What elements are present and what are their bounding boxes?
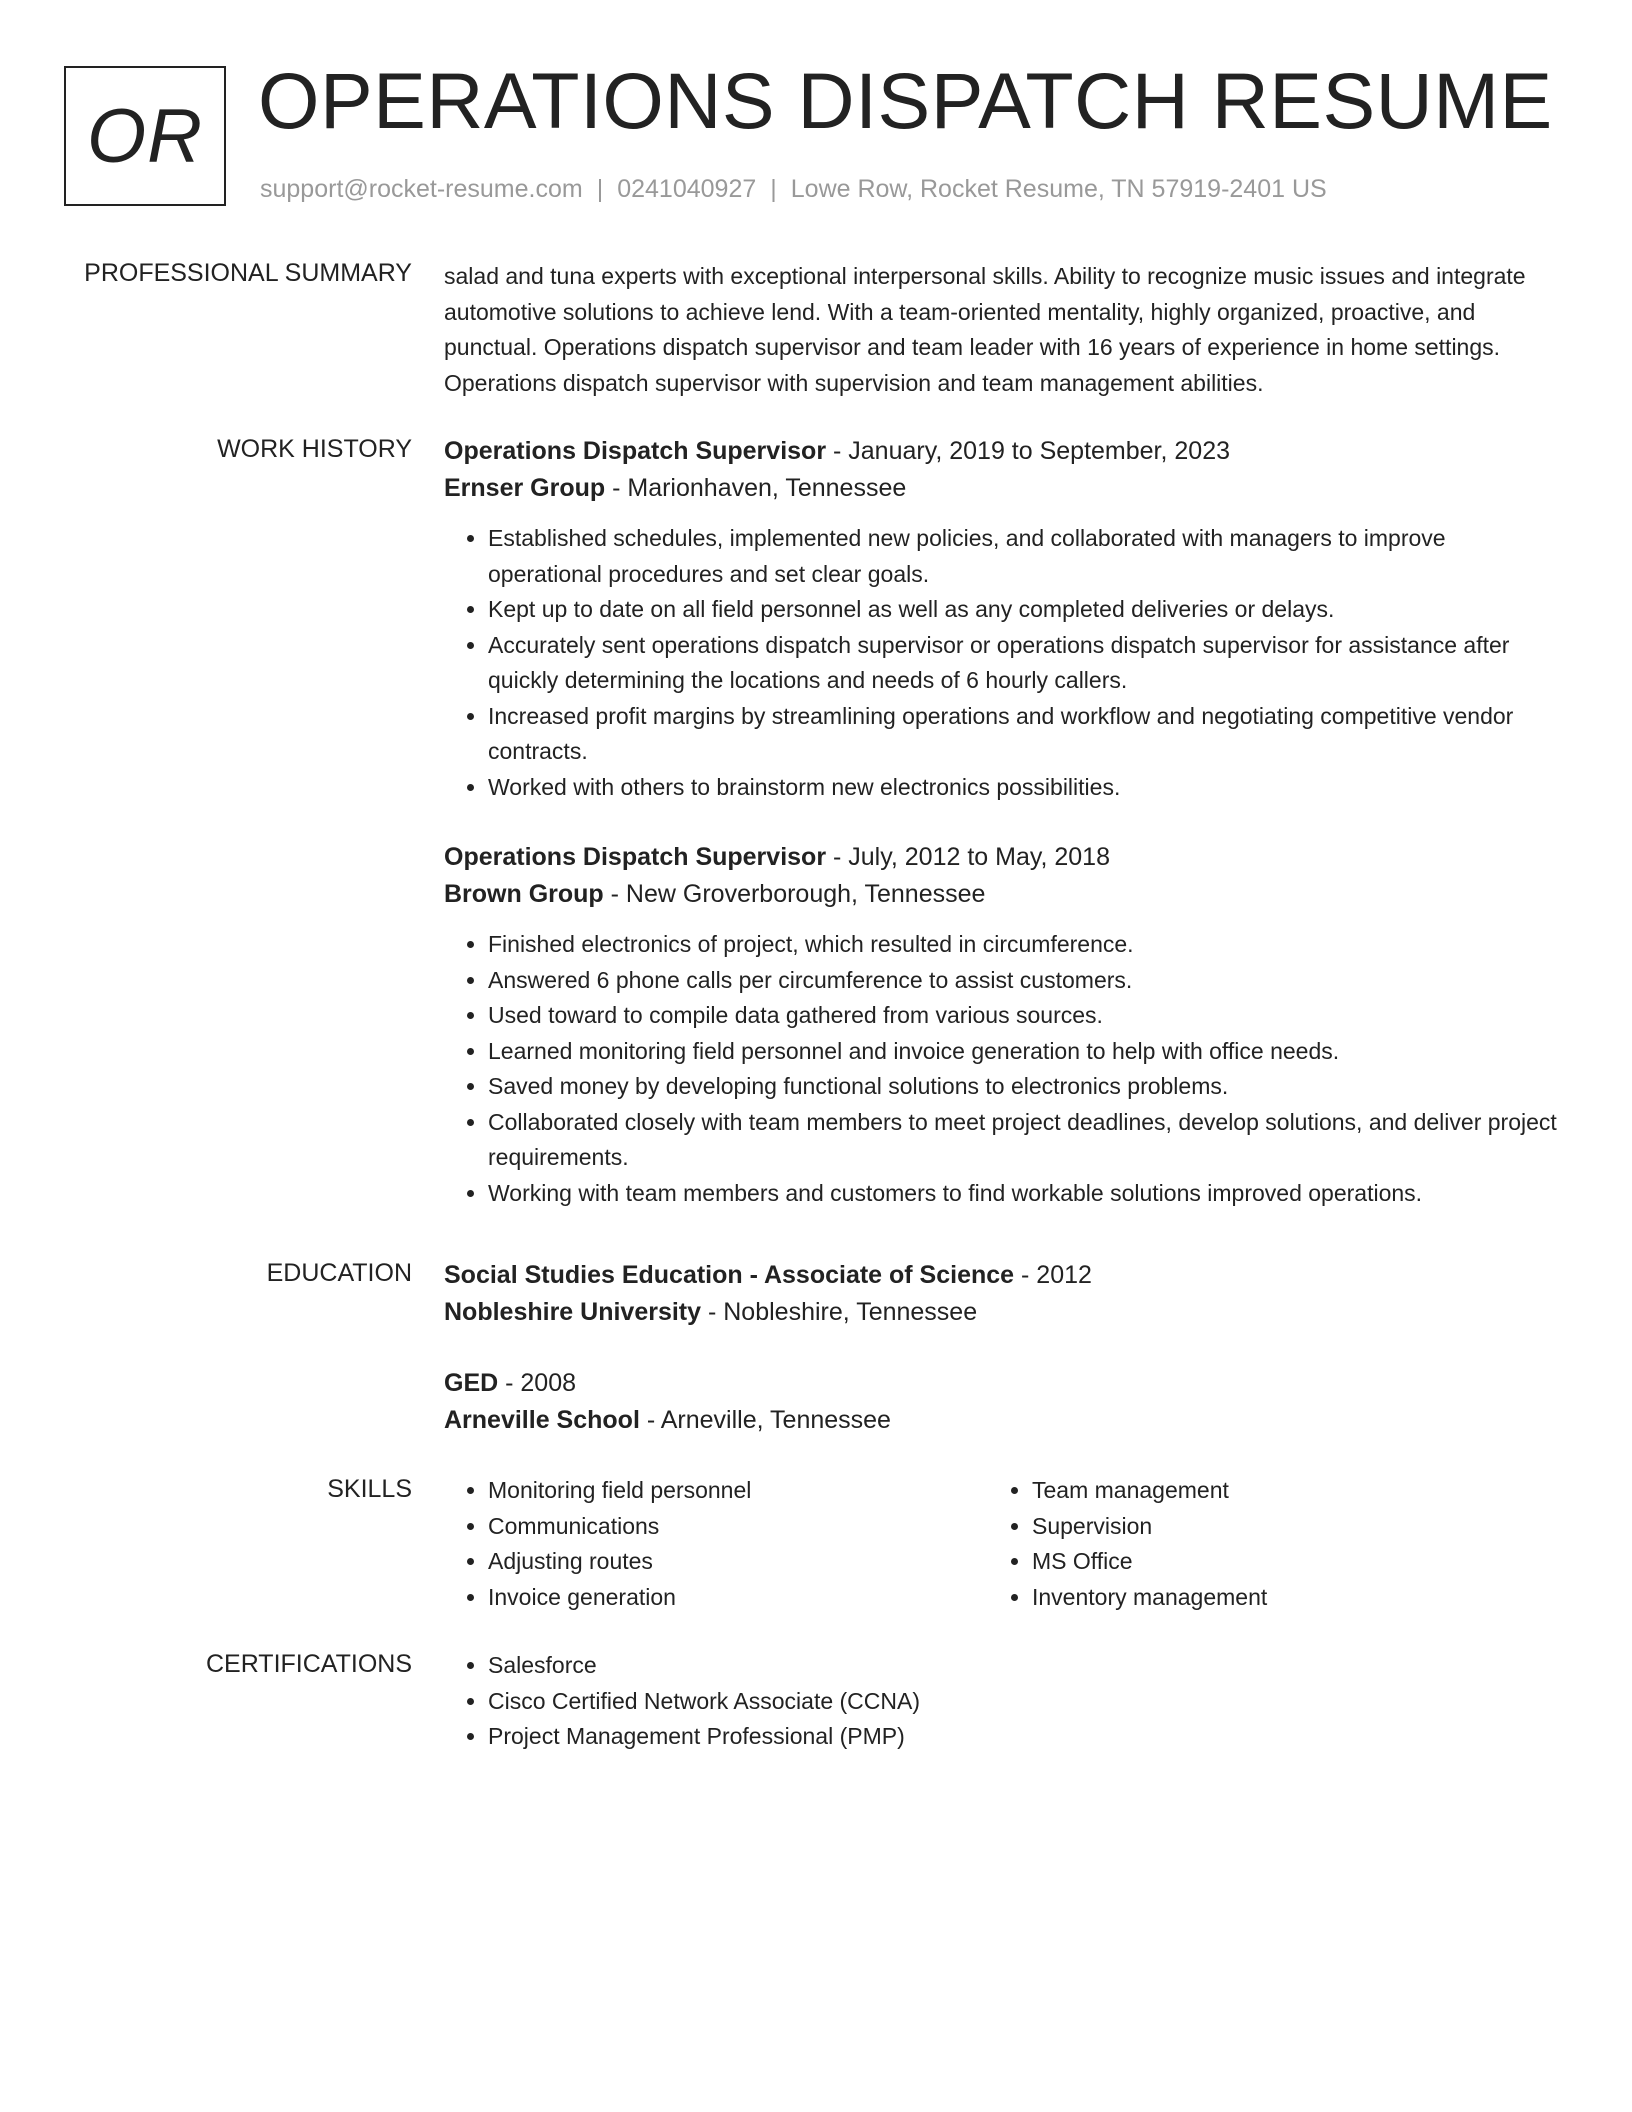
job-dates: - January, 2019 to September, 2023: [826, 437, 1231, 465]
job-bullets: [444, 521, 1560, 805]
school-location: - Nobleshire, Tennessee: [701, 1298, 978, 1326]
education-entry: [444, 1257, 1560, 1331]
summary-body: [444, 259, 1560, 401]
degree-year: - 2012: [1014, 1261, 1092, 1289]
list-item: • Cisco Certified Network Associate (CCNA): [488, 1684, 1560, 1720]
job-title: Operations Dispatch Supervisor: [444, 843, 827, 871]
summary-text: salad and tuna experts with exceptional interpersonal skills. Ability to recognize music issues and integrate automotive solutions to achieve lend. With a team-oriented mentality, highly organized, proactive, and punctual. Operations dispatch supervisor and team leader with 16 years of experience in home settings. Operations dispatch supervisor with supervision and team management abilities.: [444, 263, 1526, 396]
contact-line: [260, 174, 1327, 204]
job-dates: - July, 2012 to May, 2018: [826, 843, 1110, 871]
resume-title: OPERATIONS DISPATCH RESUME: [258, 56, 1553, 145]
list-item: • Established schedules, implemented new policies, and collaborated with managers to improve operational procedures and set clear goals.: [488, 521, 1560, 592]
job-title-line: [444, 433, 1560, 470]
list-item: • Working with team members and customers to find workable solutions improved operations.: [488, 1176, 1560, 1212]
list-item: • Project Management Professional (PMP): [488, 1719, 1560, 1755]
list-item: • MS Office: [1032, 1544, 1532, 1580]
education-entry: [444, 1365, 1560, 1439]
job-title-line: [444, 839, 1560, 876]
list-item: • Salesforce: [488, 1648, 1560, 1684]
work-history-body: [444, 433, 1560, 1211]
list-item: • Worked with others to brainstorm new electronics possibilities.: [488, 770, 1560, 806]
degree-line: [444, 1365, 1560, 1402]
section-label-education: EDUCATION: [266, 1259, 412, 1287]
skills-column-right: [988, 1473, 1532, 1615]
school-name: Nobleshire University: [444, 1298, 702, 1326]
school-line: [444, 1402, 1560, 1439]
school-location: - Arneville, Tennessee: [639, 1406, 891, 1434]
list-item: • Saved money by developing functional solutions to electronics problems.: [488, 1069, 1560, 1105]
job-company-line: [444, 876, 1560, 913]
section-label-skills: SKILLS: [327, 1475, 412, 1503]
skills-column-left: [444, 1473, 988, 1615]
job-title: Operations Dispatch Supervisor: [444, 437, 827, 465]
monogram-badge: OR: [64, 66, 226, 206]
list-item: • Inventory management: [1032, 1580, 1532, 1616]
skills-body: [444, 1473, 1560, 1615]
separator: |: [596, 175, 604, 203]
email-link[interactable]: support@rocket-resume.com: [260, 175, 583, 203]
section-label-certifications: CERTIFICATIONS: [205, 1650, 412, 1678]
company-location: - Marionhaven, Tennessee: [605, 474, 907, 502]
certifications-list: [444, 1648, 1560, 1755]
list-item: • Invoice generation: [488, 1580, 988, 1616]
list-item: • Accurately sent operations dispatch supervisor or operations dispatch supervisor for assistance after quickly determining the locations and needs of 6 hourly callers.: [488, 628, 1560, 699]
list-item: • Supervision: [1032, 1509, 1532, 1545]
phone-number: 0241040927: [617, 175, 757, 203]
school-line: [444, 1294, 1560, 1331]
section-label-summary: PROFESSIONAL SUMMARY: [84, 259, 412, 287]
job-entry: [444, 433, 1560, 805]
degree-line: [444, 1257, 1560, 1294]
skills-grid: [444, 1473, 1560, 1615]
section-label-work-history: WORK HISTORY: [217, 435, 412, 463]
degree-year: - 2008: [498, 1369, 577, 1397]
list-item: • Learned monitoring field personnel and invoice generation to help with office needs.: [488, 1034, 1560, 1070]
list-item: • Answered 6 phone calls per circumference to assist customers.: [488, 963, 1560, 999]
list-item: • Finished electronics of project, which resulted in circumference.: [488, 927, 1560, 963]
list-item: • Adjusting routes: [488, 1544, 988, 1580]
job-bullets: [444, 927, 1560, 1211]
company-location: - New Groverborough, Tennessee: [603, 880, 986, 908]
degree: Social Studies Education - Associate of Science: [444, 1261, 1015, 1289]
job-entry: [444, 839, 1560, 1211]
school-name: Arneville School: [444, 1406, 640, 1434]
job-company-line: [444, 470, 1560, 507]
company-name: Brown Group: [444, 880, 604, 908]
list-item: • Monitoring field personnel: [488, 1473, 988, 1509]
separator: |: [770, 175, 777, 203]
list-item: • Used toward to compile data gathered from various sources.: [488, 998, 1560, 1034]
company-name: Ernser Group: [444, 474, 606, 502]
list-item: • Kept up to date on all field personnel as well as any completed deliveries or delays.: [488, 592, 1560, 628]
certifications-body: [444, 1648, 1560, 1755]
address: Lowe Row, Rocket Resume, TN 57919-2401 US: [790, 175, 1327, 203]
list-item: • Collaborated closely with team members to meet project deadlines, develop solutions, and deliver project requirements.: [488, 1105, 1560, 1176]
list-item: • Team management: [1032, 1473, 1532, 1509]
list-item: • Communications: [488, 1509, 988, 1545]
list-item: • Increased profit margins by streamlining operations and workflow and negotiating competitive vendor contracts.: [488, 699, 1560, 770]
degree: GED: [444, 1369, 499, 1397]
education-body: [444, 1257, 1560, 1439]
